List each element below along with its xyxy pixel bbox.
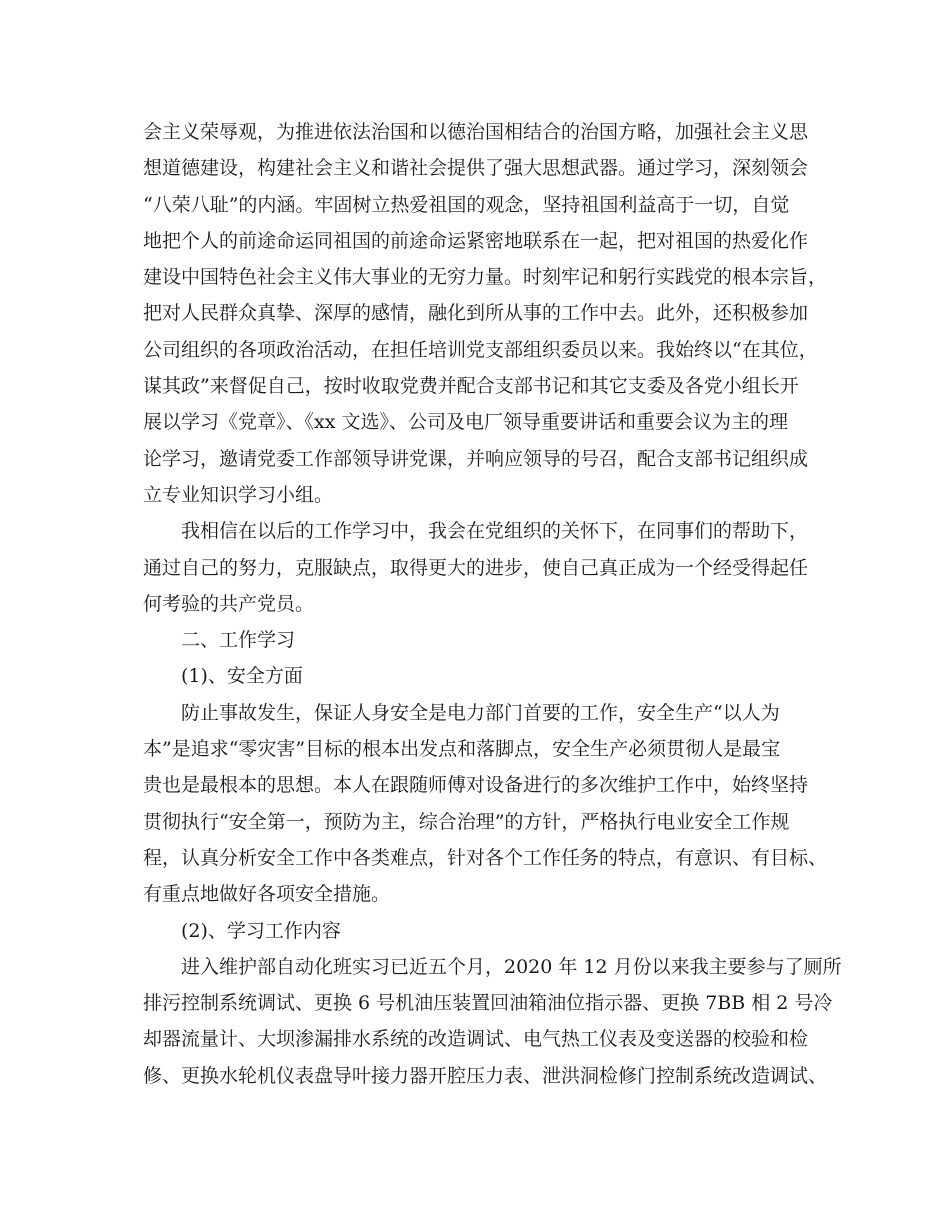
text-line: 何考验的共产党员。 [143, 592, 315, 615]
text-line: 进入维护部自动化班实习已近五个月，2020 年 12 月份以来我主要参与了厕所 [181, 955, 842, 978]
text-line: 贯彻执行“安全第一，预防为主，综合治理”的方针，严格执行电业安全工作规 [143, 810, 790, 833]
text-line: 谋其政”来督促自己，按时收取党费并配合支部书记和其它支委及各党小组长开 [143, 375, 799, 398]
text-line: 程，认真分析安全工作中各类难点，针对各个工作任务的特点，有意识、有目标、 [143, 846, 828, 869]
text-line: 却器流量计、大坝渗漏排水系统的改造调试、电气热工仪表及变送器的校验和检 [143, 1028, 809, 1051]
text-line: 二、工作学习 [181, 629, 296, 652]
text-line: 展以学习《党章》、《xx 文选》、公司及电厂领导重要讲话和重要会议为主的理 [143, 411, 788, 434]
text-line: 会主义荣辱观，为推进依法治国和以德治国相结合的治国方略，加强社会主义思 [143, 121, 809, 143]
text-line: 想道德建设，构建社会主义和谐社会提供了强大思想武器。通过学习，深刻领会 [143, 157, 809, 180]
text-line: 排污控制系统调试、更换 6 号机油压装置回油箱油位指示器、更换 7BB 相 2 号冷 [143, 992, 833, 1015]
text-line: 立专业知识学习小组。 [143, 483, 334, 506]
text-line: 有重点地做好各项安全措施。 [143, 883, 391, 906]
text-line: 把对人民群众真挚、深厚的感情，融化到所从事的工作中去。此外，还积极参加 [143, 302, 809, 325]
text-line: 论学习，邀请党委工作部领导讲党课，并响应领导的号召，配合支部书记组织成 [143, 447, 809, 470]
text-line: 建设中国特色社会主义伟大事业的无穷力量。时刻牢记和躬行实践党的根本宗旨， [143, 266, 828, 289]
text-line: 公司组织的各项政治活动，在担任培训党支部组织委员以来。我始终以“在其位， [143, 338, 818, 361]
text-line: 地把个人的前途命运同祖国的前途命运紧密地联系在一起，把对祖国的热爱化作 [143, 229, 809, 252]
text-line: 修、更换水轮机仪表盘导叶接力器开腔压力表、泄洪洞检修门控制系统改造调试、 [143, 1064, 828, 1087]
text-line: “八荣八耻”的内涵。牢固树立热爱祖国的观念，坚持祖国利益高于一切，自觉 [143, 193, 790, 216]
text-line: 防止事故发生，保证人身安全是电力部门首要的工作，安全生产“以人为 [181, 701, 780, 724]
text-line: (1)、安全方面 [181, 665, 303, 688]
text-line: (2)、学习工作内容 [181, 919, 341, 942]
text-line: 我相信在以后的工作学习中，我会在党组织的关怀下，在同事们的帮助下， [181, 520, 809, 543]
text-line: 本”是追求“零灾害”目标的根本出发点和落脚点，安全生产必须贯彻人是最宝 [143, 738, 781, 761]
text-line: 通过自己的努力，克服缺点，取得更大的进步，使自己真正成为一个经受得起任 [143, 556, 809, 579]
text-line: 贵也是最根本的思想。本人在跟随师傅对设备进行的多次维护工作中，始终坚持 [143, 774, 809, 797]
document-body [143, 114, 842, 1094]
